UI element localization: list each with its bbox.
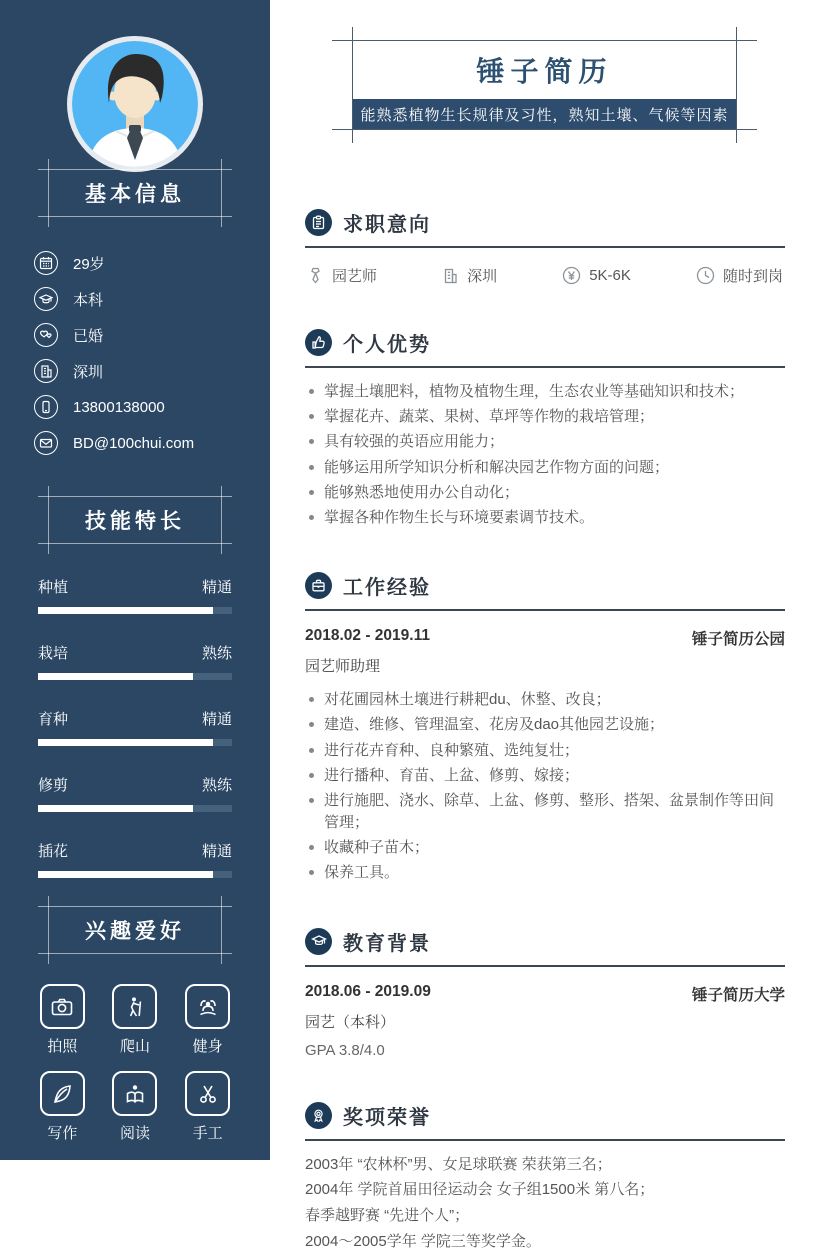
medal-icon (305, 1102, 332, 1129)
section-title: 教育背景 (343, 932, 431, 955)
info-item-label: 29岁 (73, 255, 105, 273)
thumbs-up-icon (305, 329, 332, 356)
skill-item (38, 708, 232, 746)
work-period: 2018.02 - 2019.11 (305, 627, 430, 645)
intent-label: 5K-6K (589, 267, 631, 284)
fitness-icon (185, 984, 230, 1029)
hobby-label: 爬山 (119, 1038, 150, 1055)
skill-name: 育种 (38, 711, 69, 728)
hobby-item-photo (26, 984, 99, 1056)
award-line: 2004年 学院首届田径运动会 女子组1500米 第八名； (305, 1181, 655, 1199)
resume-subtitle: 能熟悉植物生长规律及习性，熟知土壤、气候等因素 (352, 99, 737, 130)
intent-label: 随时到岗 (722, 268, 783, 285)
tie-icon (307, 267, 324, 284)
info-item-label: 本科 (73, 291, 104, 309)
skills-title: 技能特长 (85, 510, 185, 533)
list-item: 建造、维修、管理温室、花房及dao其他园艺设施； (305, 714, 785, 736)
section-header (305, 1101, 785, 1141)
hiking-icon (112, 984, 157, 1029)
clock-icon (696, 266, 715, 285)
basic-info-list (34, 245, 270, 461)
info-item-label: 已婚 (73, 327, 104, 345)
list-item: 掌握土壤肥料，植物及植物生理，生态农业等基础知识和技术； (305, 381, 785, 403)
crop-mark-line (352, 27, 353, 143)
work-heading-row (305, 627, 785, 649)
skill-progress-fill (38, 607, 213, 614)
salary-yen-icon (562, 266, 581, 285)
education-heading-row (305, 983, 785, 1005)
male-avatar-illustration (72, 41, 198, 167)
job-intent-row (305, 265, 785, 286)
info-item-label: 深圳 (73, 363, 104, 381)
work-company: 锤子简历公园 (691, 631, 785, 649)
hobbies-title: 兴趣爱好 (85, 920, 185, 943)
briefcase-icon (305, 572, 332, 599)
skill-level: 熟练 (201, 777, 232, 794)
intent-position (307, 265, 377, 286)
skill-progress-fill (38, 739, 213, 746)
section-title: 奖项荣誉 (343, 1106, 431, 1129)
work-role: 园艺师助理 (305, 658, 381, 676)
skill-progress-track (38, 871, 232, 878)
list-item: 能够运用所学知识分析和解决园艺作物方面的问题； (305, 457, 785, 479)
section-job-intent (305, 208, 785, 286)
skill-name: 修剪 (38, 777, 69, 794)
award-line: 2004～2005学年 学院三等奖学金。 (305, 1232, 541, 1250)
hobby-label: 拍照 (47, 1038, 78, 1055)
skill-item (38, 576, 232, 614)
mail-icon (34, 431, 58, 455)
skill-progress-track (38, 805, 232, 812)
clipboard-icon (305, 209, 332, 236)
section-title: 个人优势 (343, 334, 431, 356)
intent-label: 园艺师 (332, 268, 378, 285)
camera-icon (40, 984, 85, 1029)
section-header (305, 927, 785, 967)
intent-city (442, 265, 497, 286)
skill-level: 精通 (201, 579, 232, 596)
skill-level: 熟练 (201, 645, 232, 662)
section-header (305, 208, 785, 248)
sidebar (0, 0, 270, 1160)
skill-name: 栽培 (38, 645, 69, 662)
list-item: 能够熟悉地使用办公自动化； (305, 482, 785, 504)
education-gpa: GPA 3.8/4.0 (305, 1041, 385, 1059)
phone-icon (34, 395, 58, 419)
intent-availability (696, 265, 783, 286)
list-item: 掌握各种作物生长与环境要素调节技术。 (305, 507, 785, 529)
skills-header (38, 496, 232, 544)
reading-icon (112, 1071, 157, 1116)
hobbies-header (38, 906, 232, 954)
resume-main (305, 0, 785, 1257)
resume-title: 锤子简历 (476, 55, 613, 87)
calendar-icon (34, 251, 58, 275)
hobby-item-hiking (99, 984, 172, 1056)
info-item-degree (34, 281, 270, 317)
skill-item (38, 840, 232, 878)
resume-banner (352, 40, 737, 130)
info-item-label: BD@100chui.com (73, 434, 195, 452)
list-item: 对花圃园林土壤进行耕耙du、休整、改良； (305, 689, 785, 711)
education-period: 2018.06 - 2019.09 (305, 982, 431, 1000)
hobby-item-handcraft (171, 1071, 244, 1143)
intent-salary (562, 265, 631, 286)
section-title: 工作经验 (343, 577, 431, 600)
award-line: 2003年 “农林杯”男、女足球联赛 荣获第三名； (305, 1155, 612, 1173)
award-line: 春季越野赛 “先进个人”； (305, 1207, 470, 1225)
section-work (305, 571, 785, 885)
hobby-label: 手工 (192, 1125, 223, 1142)
skill-level: 精通 (201, 711, 232, 728)
info-item-label: 13800138000 (73, 398, 165, 416)
education-major: 园艺（本科） (305, 1013, 396, 1031)
hobby-item-reading (99, 1071, 172, 1143)
graduation-cap-icon (34, 287, 58, 311)
basic-info-title: 基本信息 (85, 183, 185, 206)
section-header (305, 328, 785, 368)
skill-progress-fill (38, 673, 193, 680)
hobby-label: 健身 (192, 1038, 223, 1055)
info-item-city (34, 353, 270, 389)
hobby-label: 写作 (47, 1125, 78, 1142)
skill-progress-track (38, 607, 232, 614)
list-item: 保养工具。 (305, 862, 785, 884)
hobby-item-fitness (171, 984, 244, 1056)
section-strengths (305, 328, 785, 529)
list-item: 掌握花卉、蔬菜、果树、草坪等作物的栽培管理； (305, 406, 785, 428)
section-title: 求职意向 (343, 214, 431, 236)
building-icon (442, 267, 459, 284)
hobby-label: 阅读 (119, 1125, 150, 1142)
skill-name: 插花 (38, 843, 69, 860)
skill-item (38, 774, 232, 812)
skill-name: 种植 (38, 579, 69, 596)
handcraft-icon (185, 1071, 230, 1116)
strengths-list (305, 381, 785, 529)
crop-mark-line (332, 40, 757, 41)
basic-info-header (38, 169, 232, 217)
skill-progress-track (38, 739, 232, 746)
hobby-item-writing (26, 1071, 99, 1143)
list-item: 进行施肥、浇水、除草、上盆、修剪、整形、搭架、盆景制作等田间管理； (305, 790, 785, 834)
section-education (305, 927, 785, 1059)
section-awards (305, 1101, 785, 1253)
intent-label: 深圳 (467, 268, 498, 285)
info-item-marital (34, 317, 270, 353)
hobbies-grid (26, 984, 244, 1143)
skill-progress-fill (38, 805, 193, 812)
writing-icon (40, 1071, 85, 1116)
list-item: 收藏种子苗木； (305, 837, 785, 859)
list-item: 具有较强的英语应用能力； (305, 431, 785, 453)
work-duty-list (305, 689, 785, 885)
list-item: 进行花卉育种、良种繁殖、选纯复壮； (305, 740, 785, 762)
building-icon (34, 359, 58, 383)
skill-progress-track (38, 673, 232, 680)
skills-list (38, 576, 232, 878)
list-item: 进行播种、育苗、上盆、修剪、嫁接； (305, 765, 785, 787)
skill-progress-fill (38, 871, 213, 878)
info-item-email (34, 425, 270, 461)
skill-item (38, 642, 232, 680)
info-item-age (34, 245, 270, 281)
awards-list (305, 1154, 785, 1253)
section-header (305, 571, 785, 611)
crop-mark-line (332, 129, 757, 130)
graduation-cap-icon (305, 928, 332, 955)
skill-level: 精通 (201, 843, 232, 860)
hearts-icon (34, 323, 58, 347)
avatar (67, 36, 203, 172)
info-item-phone (34, 389, 270, 425)
crop-mark-line (736, 27, 737, 143)
education-school: 锤子简历大学 (691, 986, 785, 1004)
